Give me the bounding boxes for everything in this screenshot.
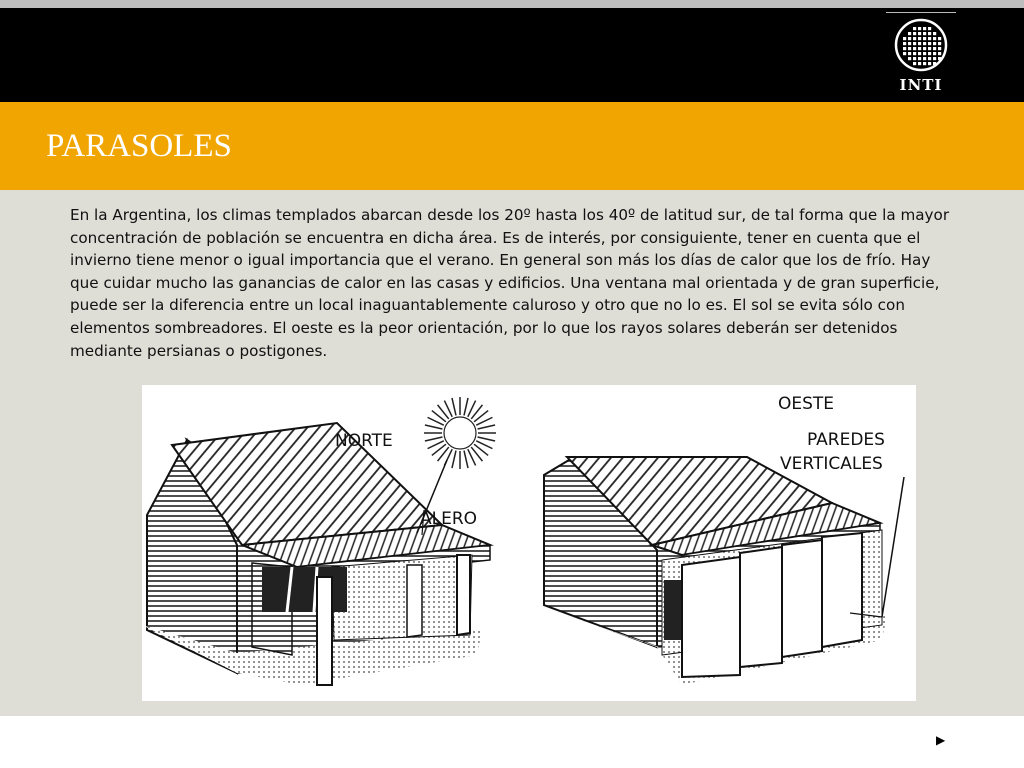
logo-rule — [886, 12, 956, 13]
top-rule — [0, 0, 1024, 8]
houses-illustration — [142, 385, 916, 701]
label-norte: NORTE — [335, 431, 393, 451]
inti-logo — [886, 12, 956, 96]
slide-title: PARASOLES — [46, 128, 232, 164]
body-paragraph: En la Argentina, los climas templados abarcan desde los 20º hasta los 40º de latitud sur, de tal forma que la mayor concentración de población se encuentra en dicha área. Es de interés, por consiguiente, tener en cuenta que el invierno tiene menor o igual importancia que el verano. En general son más los días de calor que los de frío. Hay que cuidar mucho las ganancias de calor en las casas y edificios. Una ventana mal orientada y de gran superficie, puede ser la diferencia entre un local inaguantablemente caluroso y otro que no lo es. El sol se evita sólo con elementos sombreadores. El oeste es la peor orientación, por lo que los rayos solares deberán ser detenidos mediante persianas o postigones. — [70, 206, 950, 360]
header-bar — [0, 8, 1024, 102]
inti-emblem-icon — [894, 18, 948, 72]
next-slide-icon[interactable]: ▶ — [936, 733, 946, 747]
right-house — [537, 457, 887, 685]
label-verticales: VERTICALES — [780, 454, 883, 474]
label-paredes: PAREDES — [807, 430, 885, 450]
houses-drawing — [142, 385, 916, 701]
label-alero: ALERO — [420, 509, 478, 529]
left-house — [142, 423, 490, 685]
sun-icon — [424, 397, 496, 469]
label-oeste: OESTE — [778, 394, 835, 414]
logo-text: INTI — [899, 76, 943, 94]
